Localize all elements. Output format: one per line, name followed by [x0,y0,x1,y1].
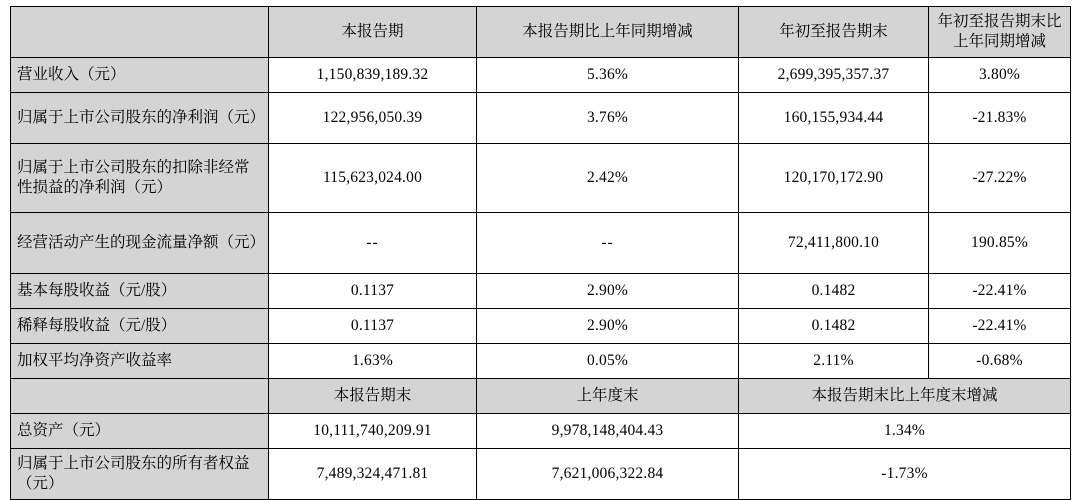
cell-total-assets-prior-year-end: 9,978,148,404.43 [477,414,739,449]
table-row [11,144,1071,213]
table-second-header-row [11,379,1071,414]
cell-cash-flow-current-yoy: -- [477,213,739,274]
cell-net-profit-excl-ytd: 120,170,172.90 [739,144,929,213]
cell-cash-flow-ytd-yoy: 190.85% [929,213,1071,274]
row-label-revenue: 营业收入（元） [11,58,269,93]
table-row [11,309,1071,344]
row-label-equity: 归属于上市公司股东的所有者权益（元） [11,449,269,500]
cell-basic-eps-ytd-yoy: -22.41% [929,274,1071,309]
second-header-col-change: 本报告期末比上年度末增减 [739,379,1071,414]
cell-total-assets-change: 1.34% [739,414,1071,449]
row-label-weighted-roe: 加权平均净资产收益率 [11,344,269,379]
table-header-row [11,7,1071,58]
table-row [11,274,1071,309]
cell-basic-eps-ytd: 0.1482 [739,274,929,309]
header-col-ytd-yoy: 年初至报告期末比上年同期增减 [929,7,1071,58]
cell-total-assets-period-end: 10,111,740,209.91 [269,414,477,449]
cell-net-profit-ytd-yoy: -21.83% [929,93,1071,144]
cell-revenue-ytd-yoy: 3.80% [929,58,1071,93]
table-row [11,344,1071,379]
cell-net-profit-excl-current: 115,623,024.00 [269,144,477,213]
cell-basic-eps-current-yoy: 2.90% [477,274,739,309]
second-header-col-prior-year-end: 上年度末 [477,379,739,414]
cell-cash-flow-current: -- [269,213,477,274]
table-row [11,93,1071,144]
cell-diluted-eps-current: 0.1137 [269,309,477,344]
cell-net-profit-current: 122,956,050.39 [269,93,477,144]
table-row [11,449,1071,500]
cell-weighted-roe-ytd: 2.11% [739,344,929,379]
row-label-operating-cash-flow: 经营活动产生的现金流量净额（元） [11,213,269,274]
financial-summary-table [10,6,1071,500]
row-label-net-profit: 归属于上市公司股东的净利润（元） [11,93,269,144]
cell-diluted-eps-ytd: 0.1482 [739,309,929,344]
cell-basic-eps-current: 0.1137 [269,274,477,309]
second-header-col-period-end: 本报告期末 [269,379,477,414]
row-label-net-profit-excl-nonrecurring: 归属于上市公司股东的扣除非经常性损益的净利润（元） [11,144,269,213]
cell-diluted-eps-current-yoy: 2.90% [477,309,739,344]
header-corner-cell [11,7,269,58]
row-label-basic-eps: 基本每股收益（元/股） [11,274,269,309]
cell-revenue-current-yoy: 5.36% [477,58,739,93]
cell-revenue-ytd: 2,699,395,357.37 [739,58,929,93]
cell-revenue-current: 1,150,839,189.32 [269,58,477,93]
cell-weighted-roe-ytd-yoy: -0.68% [929,344,1071,379]
cell-diluted-eps-ytd-yoy: -22.41% [929,309,1071,344]
header-col-ytd: 年初至报告期末 [739,7,929,58]
cell-net-profit-excl-current-yoy: 2.42% [477,144,739,213]
table-row [11,213,1071,274]
cell-equity-period-end: 7,489,324,471.81 [269,449,477,500]
cell-net-profit-ytd: 160,155,934.44 [739,93,929,144]
row-label-total-assets: 总资产（元） [11,414,269,449]
cell-cash-flow-ytd: 72,411,800.10 [739,213,929,274]
second-header-corner-cell [11,379,269,414]
cell-net-profit-current-yoy: 3.76% [477,93,739,144]
row-label-diluted-eps: 稀释每股收益（元/股） [11,309,269,344]
cell-equity-change: -1.73% [739,449,1071,500]
header-col-current-period: 本报告期 [269,7,477,58]
table-row [11,58,1071,93]
cell-weighted-roe-current-yoy: 0.05% [477,344,739,379]
cell-weighted-roe-current: 1.63% [269,344,477,379]
table-row [11,414,1071,449]
cell-equity-prior-year-end: 7,621,006,322.84 [477,449,739,500]
header-col-current-period-yoy: 本报告期比上年同期增减 [477,7,739,58]
cell-net-profit-excl-ytd-yoy: -27.22% [929,144,1071,213]
